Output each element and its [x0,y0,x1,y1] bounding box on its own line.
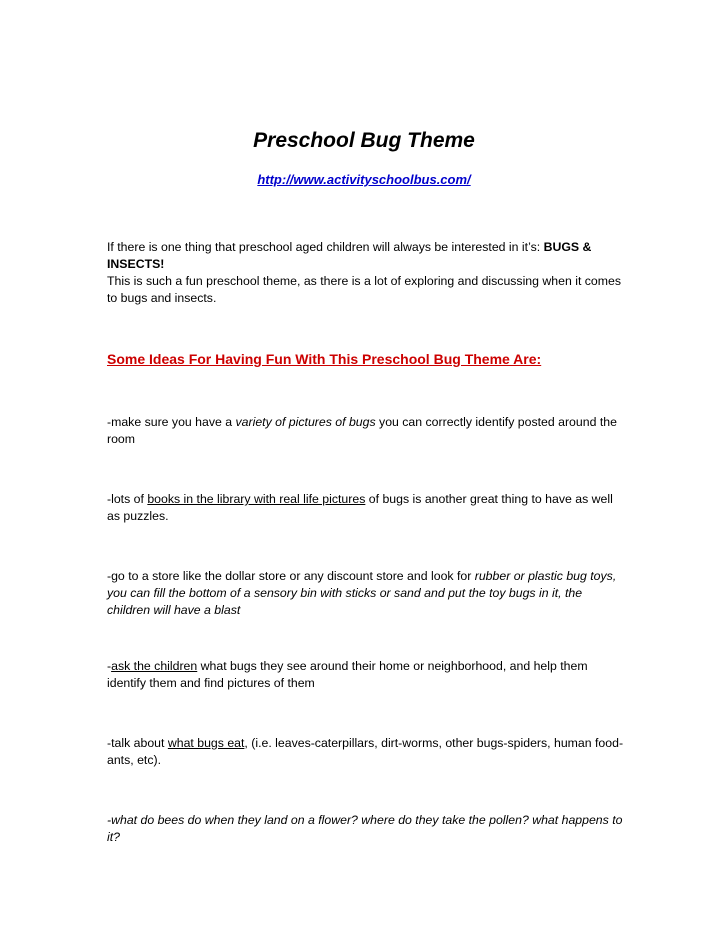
page-title: Preschool Bug Theme [253,129,475,152]
idea-item: -what do bees do when they land on a flower? where do they take the pollen? what happens to it? [107,813,623,844]
intro-text: If there is one thing that preschool aged children will always be interested in it’s: [107,240,544,254]
ideas-heading: Some Ideas For Having Fun With This Preschool Bug Theme Are: [107,351,542,367]
ask-children-link[interactable]: ask the children [111,659,198,673]
idea-item: -talk about what bugs eat, (i.e. leaves-caterpillars, dirt-worms, other bugs-spiders, human food-ants, etc). [107,736,624,767]
idea-item: -make sure you have a variety of pictures of bugs you can correctly identify posted around the room [107,415,617,446]
intro-paragraph [107,239,627,307]
idea-item: -ask the children what bugs they see around their home or neighborhood, and help them identify them and find pictures of them [107,659,588,690]
what-bugs-eat-link[interactable]: what bugs eat [167,736,245,750]
intro-bold-text: BUGS & INSECTS! [107,240,592,271]
books-link[interactable]: books in the library with real life pictures [147,492,366,506]
idea-item: -go to a store like the dollar store or any discount store and look for rubber or plastic bug toys, you can fill the bottom of a sensory bin with sticks or sand and put the toy bugs in it, the children will have a blast [107,569,617,617]
idea-item: -lots of books in the library with real life pictures of bugs is another great thing to have as well as puzzles. [107,492,613,523]
source-url [0,171,728,188]
source-url-link[interactable]: http://www.activityschoolbus.com/ [257,172,471,187]
intro-followup-text: This is such a fun preschool theme, as there is a lot of exploring and discussing when it comes to bugs and insects. [107,274,622,305]
